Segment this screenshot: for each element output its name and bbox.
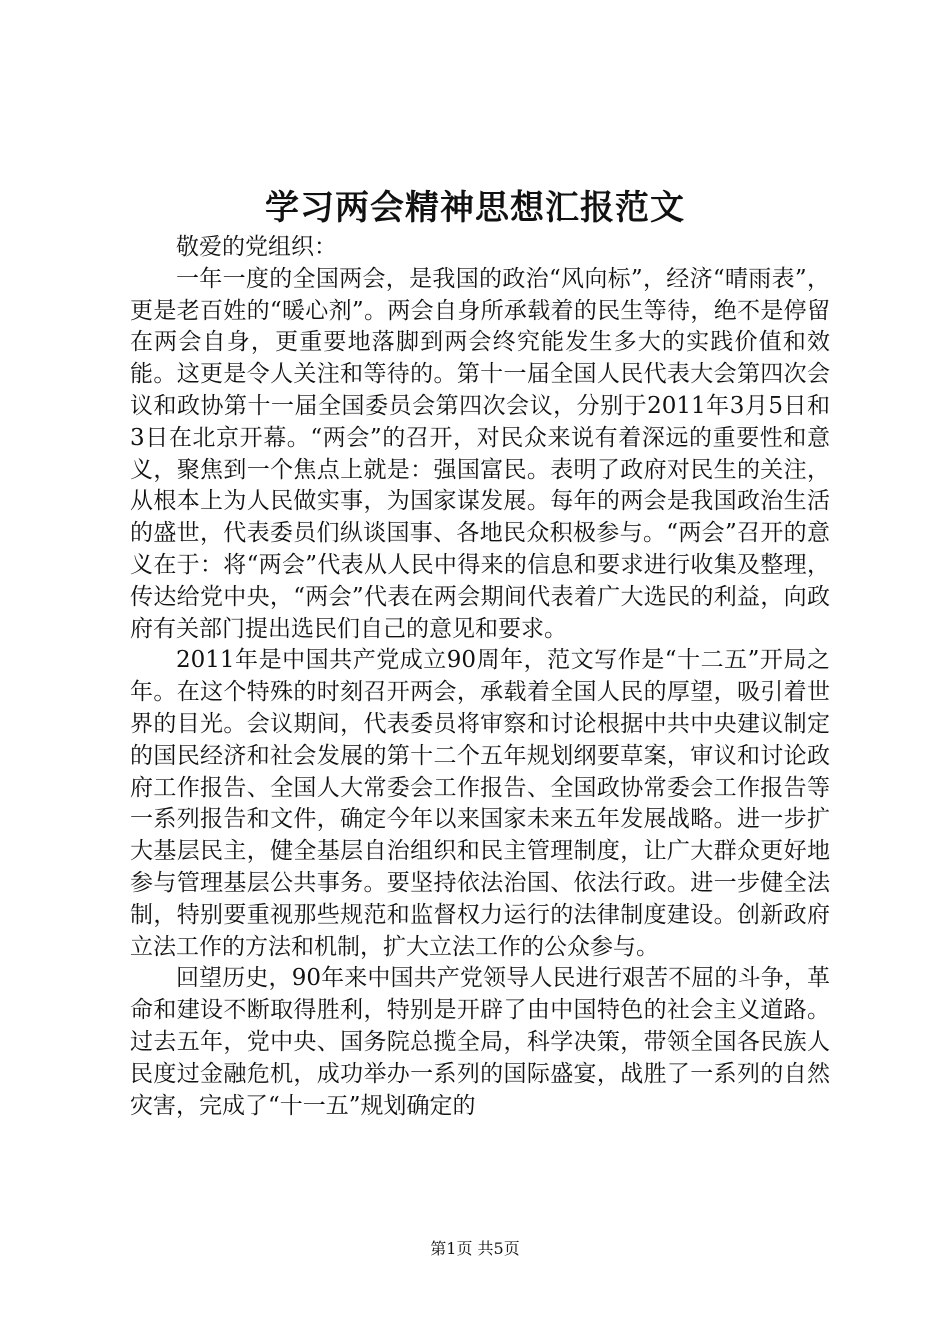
page-number-footer: 第1页 共5页 bbox=[430, 1239, 520, 1258]
paragraph-1: 一年一度的全国两会，是我国的政治“风向标”，经济“晴雨表”，更是老百姓的“暖心剂”。两会自身所承载着的民生等待，绝不是停留在两会自身，更重要地落脚到两会终究能发生多大的实践价值和效能。这更是令人关注和等待的。第十一届全国人民代表大会第四次会议和政协第十一届全国委员会第四次会议，分别于2011年3月5日和3日在北京开幕。“两会”的召开，对民众来说有着深远的重要性和意义，聚焦到一个焦点上就是：强国富民。表明了政府对民生的关注，从根本上为人民做实事，为国家谋发展。每年的两会是我国政治生活的盛世，代表委员们纵谈国事、各地民众积极参与。“两会”召开的意义在于：将“两会”代表从人民中得来的信息和要求进行收集及整理，传达给党中央，“两会”代表在两会期间代表着广大选民的利益，向政府有关部门提出选民们自己的意见和要求。 bbox=[130, 265, 830, 642]
document-title: 学习两会精神思想汇报范文 bbox=[265, 188, 685, 228]
document-body bbox=[130, 232, 830, 1122]
paragraph-2: 2011年是中国共产党成立90周年，范文写作是“十二五”开局之年。在这个特殊的时刻召开两会，承载着全国人民的厚望，吸引着世界的目光。会议期间，代表委员将审察和讨论根据中共中央建议制定的国民经济和社会发展的第十二个五年规划纲要草案，审议和讨论政府工作报告、全国人大常委会工作报告、全国政协常委会工作报告等一系列报告和文件，确定今年以来国家未来五年发展战略。进一步扩大基层民主，健全基层自治组织和民主管理制度，让广大群众更好地参与管理基层公共事务。要坚持依法治国、依法行政。进一步健全法制，特别要重视那些规范和监督权力运行的法律制度建设。创新政府立法工作的方法和机制，扩大立法工作的公众参与。 bbox=[130, 647, 830, 960]
salutation: 敬爱的党组织： bbox=[176, 234, 337, 260]
paragraph-3: 回望历史，90年来中国共产党领导人民进行艰苦不屈的斗争，革命和建设不断取得胜利，特别是开辟了由中国特色的社会主义道路。过去五年，党中央、国务院总揽全局，科学决策，带领全国各民族人民度过金融危机，成功举办一系列的国际盛宴，战胜了一系列的自然灾害，完成了“十一五”规划确定的 bbox=[130, 965, 830, 1119]
